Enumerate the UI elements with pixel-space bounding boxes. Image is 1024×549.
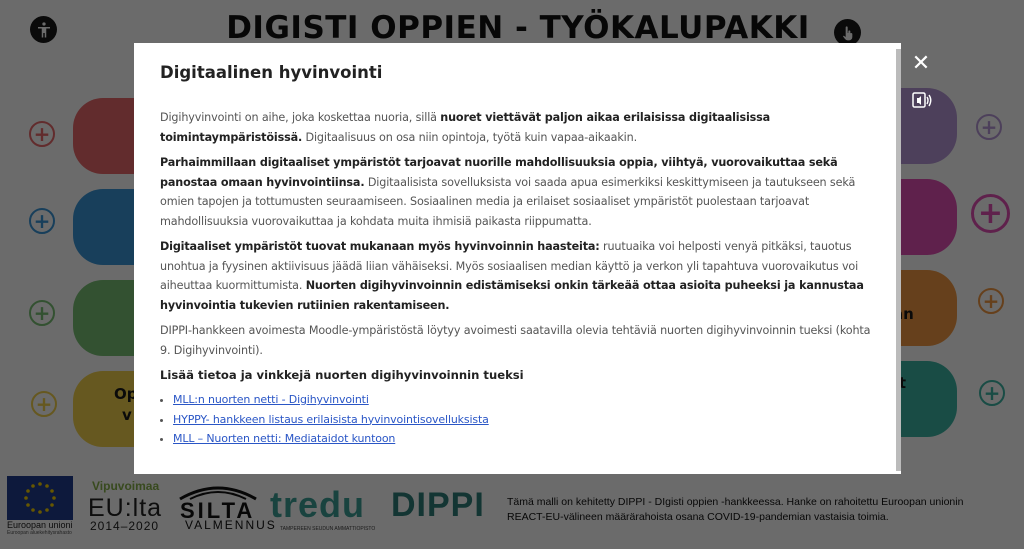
audio-icon[interactable] xyxy=(910,90,934,112)
paragraph-1-bold: nuoret viettävät paljon aikaa erilaisissa digitaalisissa toimintaympäristöissä. xyxy=(160,111,771,144)
paragraph-1-text: Digihyvinvointi on aihe, joka koskettaa nuoria, sillä xyxy=(160,111,441,124)
list-item xyxy=(173,429,875,449)
dialog-content xyxy=(160,63,875,449)
paragraph-3-bold-end: Nuorten digihyvinvoinnin edistämiseksi onkin tärkeää ottaa asioita puheeksi ja kannustaa hyvinvointia tukevien rutiinien rakentamiseen. xyxy=(160,279,864,312)
close-icon[interactable]: ✕ xyxy=(911,50,931,75)
dialog-scrollbar[interactable] xyxy=(896,49,901,471)
paragraph-2 xyxy=(160,153,875,231)
list-item xyxy=(173,390,875,410)
paragraph-3-text: ruutuaika voi helposti venyä pitkäksi, tauotus unohtua ja fyysinen aktiivisuus jäädä liian vähäiseksi. Myös sosiaalisen median käyttö ja verkon yli tapahtuva vuorovaikutus voi aiheuttaa kuormittumista. xyxy=(160,240,859,292)
paragraph-3-bold: Digitaaliset ympäristöt tuovat mukanaan myös hyvinvoinnin haasteita: xyxy=(160,240,600,253)
paragraph-3 xyxy=(160,237,875,315)
links-heading: Lisää tietoa ja vinkkejä nuorten digihyvinvoinnin tueksi xyxy=(160,368,524,382)
link-hyppy-sovellukset[interactable]: HYPPY- hankkeen listaus erilaisista hyvinvointisovelluksista xyxy=(173,412,489,426)
link-mll-mediataidot[interactable]: MLL – Nuorten netti: Mediataidot kuntoon xyxy=(173,432,396,445)
paragraph-2-bold: Parhaimmillaan digitaaliset ympäristöt tarjoavat nuorille mahdollisuuksia oppia, viihtyä, vuorovaikuttaa sekä panostaa omaan hyvinvointiinsa. xyxy=(160,156,838,189)
links-list xyxy=(160,390,875,449)
paragraph-2-text: Digitaalisista sovelluksista voi saada apua esimerkiksi keskittymiseen ja tautukseen sekä omien tapojen ja tottumusten seuraamiseen. Sosiaalinen media ja erilaiset sosiaaliset ympäristöt puolestaan tarjoavat mahdollisuuksia vuorovaikuttaa ja kohdata muita ihmisiä paikasta riippumatta. xyxy=(160,175,856,228)
paragraph-1-text-end: Digitaalisuus on osa niin opintoja, työtä kuin vapaa-aikaakin. xyxy=(302,130,637,144)
list-item xyxy=(173,410,875,430)
info-dialog xyxy=(134,43,901,474)
dialog-title: Digitaalinen hyvinvointi xyxy=(160,63,383,82)
link-mll-digihyvinvointi[interactable]: MLL:n nuorten netti - Digihyvinvointi xyxy=(173,393,369,406)
paragraph-1 xyxy=(160,108,875,147)
paragraph-4: DIPPI-hankkeen avoimesta Moodle-ympäristöstä löytyy avoimesti saatavilla olevia tehtäviä nuorten digihyvinvoinnin tueksi (kohta 9. Digihyvinvointi). xyxy=(160,324,871,357)
